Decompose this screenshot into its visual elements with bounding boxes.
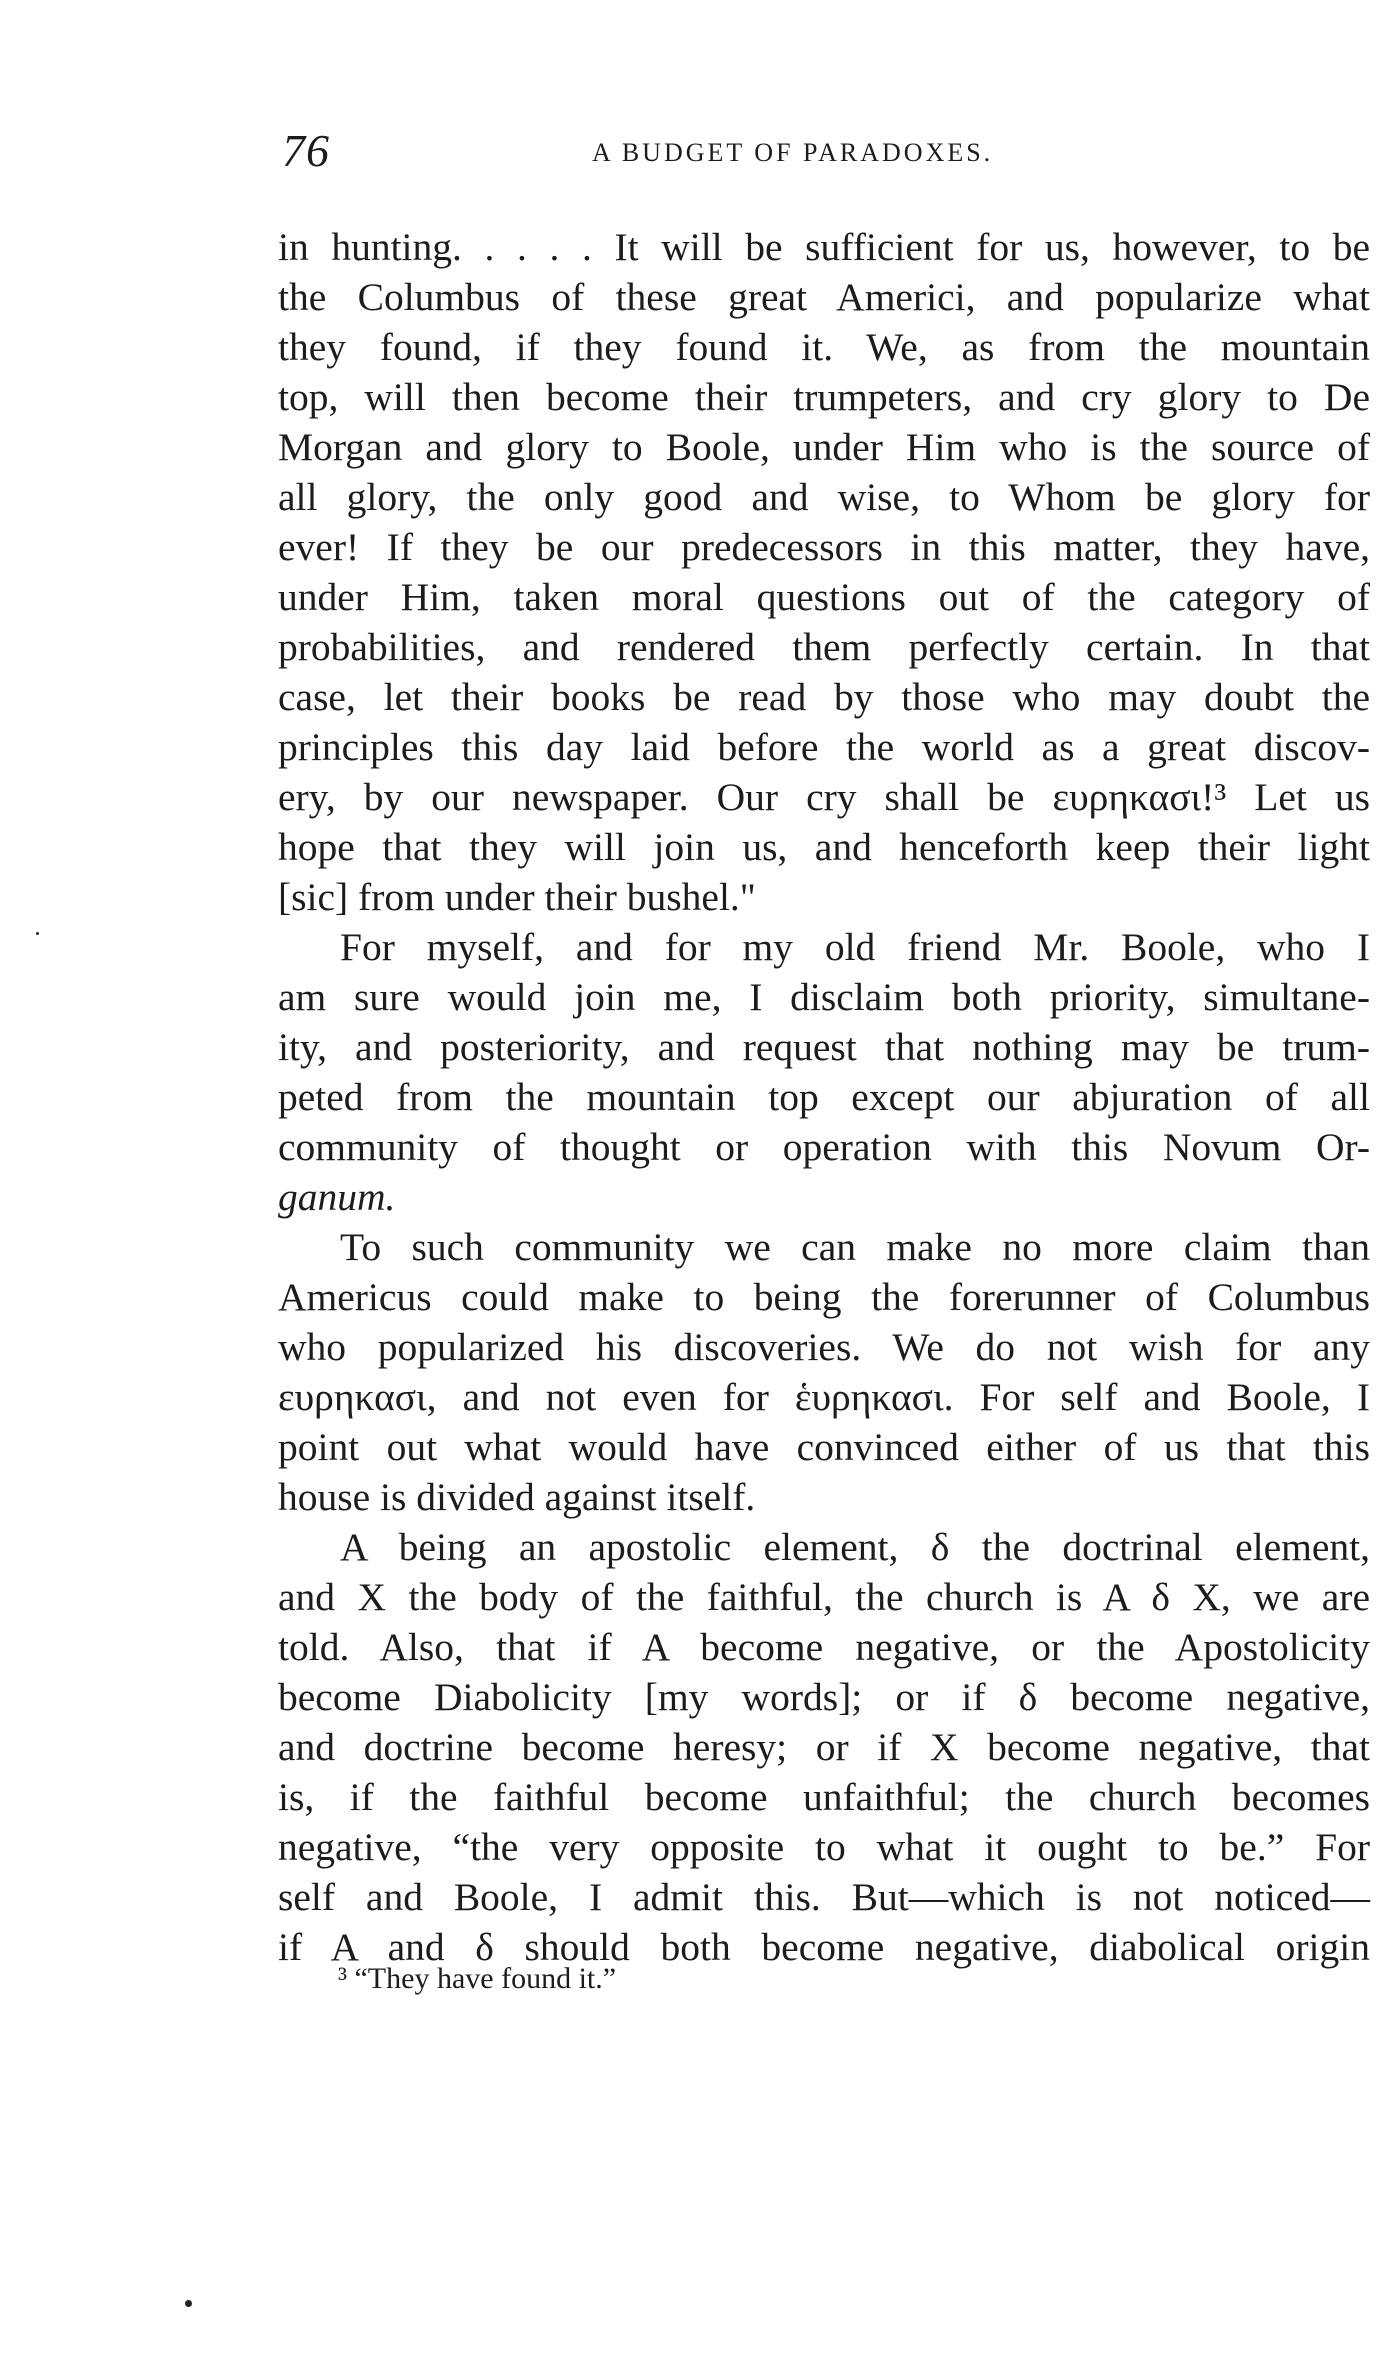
text-line: ery, by our newspaper. Our cry shall be ευρηκασι!³ Let us [278, 775, 1370, 819]
text-line: and X the body of the faithful, the church is A δ X, we are [278, 1575, 1370, 1619]
text-line: who popularized his discoveries. We do not wish for any [278, 1325, 1370, 1369]
text-line: under Him, taken moral questions out of the category of [278, 575, 1370, 619]
text-line: the Columbus of these great Americi, and popularize what [278, 275, 1370, 319]
text-line: top, will then become their trumpeters, and cry glory to De [278, 375, 1370, 419]
text-line: all glory, the only good and wise, to Whom be glory for [278, 475, 1370, 519]
text-line: case, let their books be read by those who may doubt the [278, 675, 1370, 719]
text-line: in hunting. . . . . It will be sufficient for us, however, to be [278, 225, 1370, 269]
text-line: negative, “the very opposite to what it ought to be.” For [278, 1825, 1370, 1869]
text-line: Americus could make to being the forerunner of Columbus [278, 1275, 1370, 1319]
text-line: is, if the faithful become unfaithful; the church becomes [278, 1775, 1370, 1819]
text-line: ganum. [278, 1175, 396, 1219]
text-line: hope that they will join us, and henceforth keep their light [278, 825, 1370, 869]
text-line: community of thought or operation with this Novum Or- [278, 1125, 1370, 1169]
text-line: self and Boole, I admit this. But—which is not noticed— [278, 1875, 1370, 1919]
text-line: principles this day laid before the world as a great discov- [278, 725, 1370, 769]
text-line: peted from the mountain top except our abjuration of all [278, 1075, 1370, 1119]
text-line: For myself, and for my old friend Mr. Boole, who I [340, 925, 1370, 969]
text-line: ity, and posteriority, and request that nothing may be trum- [278, 1025, 1370, 1069]
text-line: Morgan and glory to Boole, under Him who is the source of [278, 425, 1370, 469]
margin-dot [36, 932, 39, 935]
page-header [282, 124, 1372, 184]
text-line: am sure would join me, I disclaim both priority, simultane- [278, 975, 1370, 1019]
text-line: point out what would have convinced either of us that this [278, 1425, 1370, 1469]
page-number: 76 [282, 125, 330, 176]
text-line: and doctrine become heresy; or if X become negative, that [278, 1725, 1370, 1769]
text-line: To such community we can make no more claim than [340, 1225, 1370, 1269]
text-line: become Diabolicity [my words]; or if δ become negative, [278, 1675, 1370, 1719]
text-line: [sic] from under their bushel." [278, 875, 756, 919]
text-line: A being an apostolic element, δ the doctrinal element, [340, 1525, 1370, 1569]
footnote: ³ “They have found it.” [338, 1962, 617, 1995]
text-line: told. Also, that if A become negative, or the Apostolicity [278, 1625, 1370, 1669]
text-line: probabilities, and rendered them perfectly certain. In that [278, 625, 1370, 669]
running-head: A BUDGET OF PARADOXES. [592, 138, 994, 167]
margin-dot [185, 2300, 192, 2307]
text-line: they found, if they found it. We, as from the mountain [278, 325, 1370, 369]
text-line: ευρηκασι, and not even for ἑυρηκασι. For self and Boole, I [278, 1375, 1370, 1419]
text-line: if A and δ should both become negative, diabolical origin [278, 1925, 1370, 1969]
body-text [278, 222, 1370, 1972]
text-line: house is divided against itself. [278, 1475, 756, 1519]
text-line: ever! If they be our predecessors in this matter, they have, [278, 525, 1370, 569]
